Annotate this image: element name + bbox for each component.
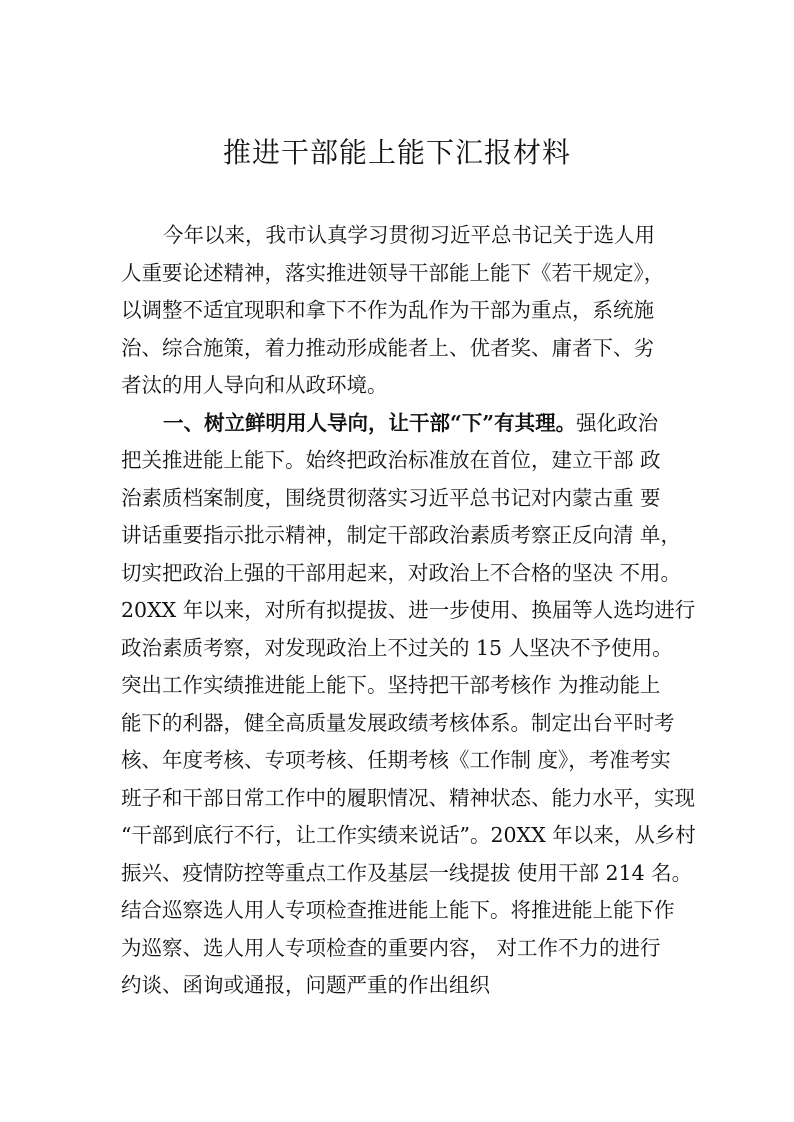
paragraph-line: 突出工作实绩推进能上能下。坚持把干部考核作 为推动能上 <box>121 673 661 697</box>
paragraph-line: 者汰的用人导向和从政环境。 <box>121 373 388 397</box>
paragraph-line: 今年以来，我市认真学习贯彻习近平总书记关于选人用 <box>163 223 655 247</box>
paragraph-line: 政治素质考察，对发现政治上不过关的 15 人坚决不予使用。 <box>121 635 673 660</box>
paragraph-line: 治、综合施策，着力推动形成能者上、优者奖、庸者下、劣 <box>121 335 654 360</box>
paragraph-line: “干部到底行不行，让工作实绩来说话”。20XX 年以来，从乡村 <box>121 823 696 847</box>
paragraph-line: 约谈、函询或通报，问题严重的作出组织 <box>121 973 490 997</box>
paragraph-line: 把关推进能上能下。始终把政治标准放在首位，建立干部 政 <box>121 448 661 472</box>
paragraph-line: 为巡察、选人用人专项检查的重要内容， 对工作不力的进行 <box>121 935 661 960</box>
paragraph-line: 班子和干部日常工作中的履职情况、精神状态、能力水平，实现 <box>121 785 695 810</box>
paragraph-line: 讲话重要指示批示精神，制定干部政治素质考察正反向清 单， <box>121 523 682 547</box>
paragraph-line: 以调整不适宜现职和拿下不作为乱作为干部为重点，系统施 <box>121 298 654 322</box>
paragraph-line: 治素质档案制度，围绕贯彻落实习近平总书记对内蒙古重 要 <box>121 485 661 510</box>
paragraph-line: 切实把政治上强的干部用起来，对政治上不合格的坚决 不用。 <box>121 560 682 585</box>
paragraph-line: 能下的利器，健全高质量发展政绩考核体系。制定出台平时考 <box>121 710 675 735</box>
paragraph-line: 结合巡察选人用人专项检查推进能上能下。将推进能上能下作 <box>121 898 675 922</box>
paragraph-line: 振兴、疫情防控等重点工作及基层一线提拔 使用干部 214 名。 <box>121 860 693 885</box>
paragraph-line: 人重要论述精神，落实推进领导干部能上能下《若干规定》， <box>121 260 665 285</box>
document-title: 推进干部能上能下汇报材料 <box>222 136 571 169</box>
section-heading-line <box>121 405 696 443</box>
paragraph-line: 20XX 年以来，对所有拟提拔、进一步使用、换届等人选均进行 <box>121 598 696 622</box>
document-body <box>121 217 696 1005</box>
paragraph-line: 核、年度考核、专项考核、任期考核《工作制 度》，考准考实 <box>121 748 671 772</box>
section-heading: 一、树立鲜明用人导向，让干部“下”有其理。 <box>163 410 577 435</box>
paragraph-text: 强化政治 <box>576 410 659 435</box>
